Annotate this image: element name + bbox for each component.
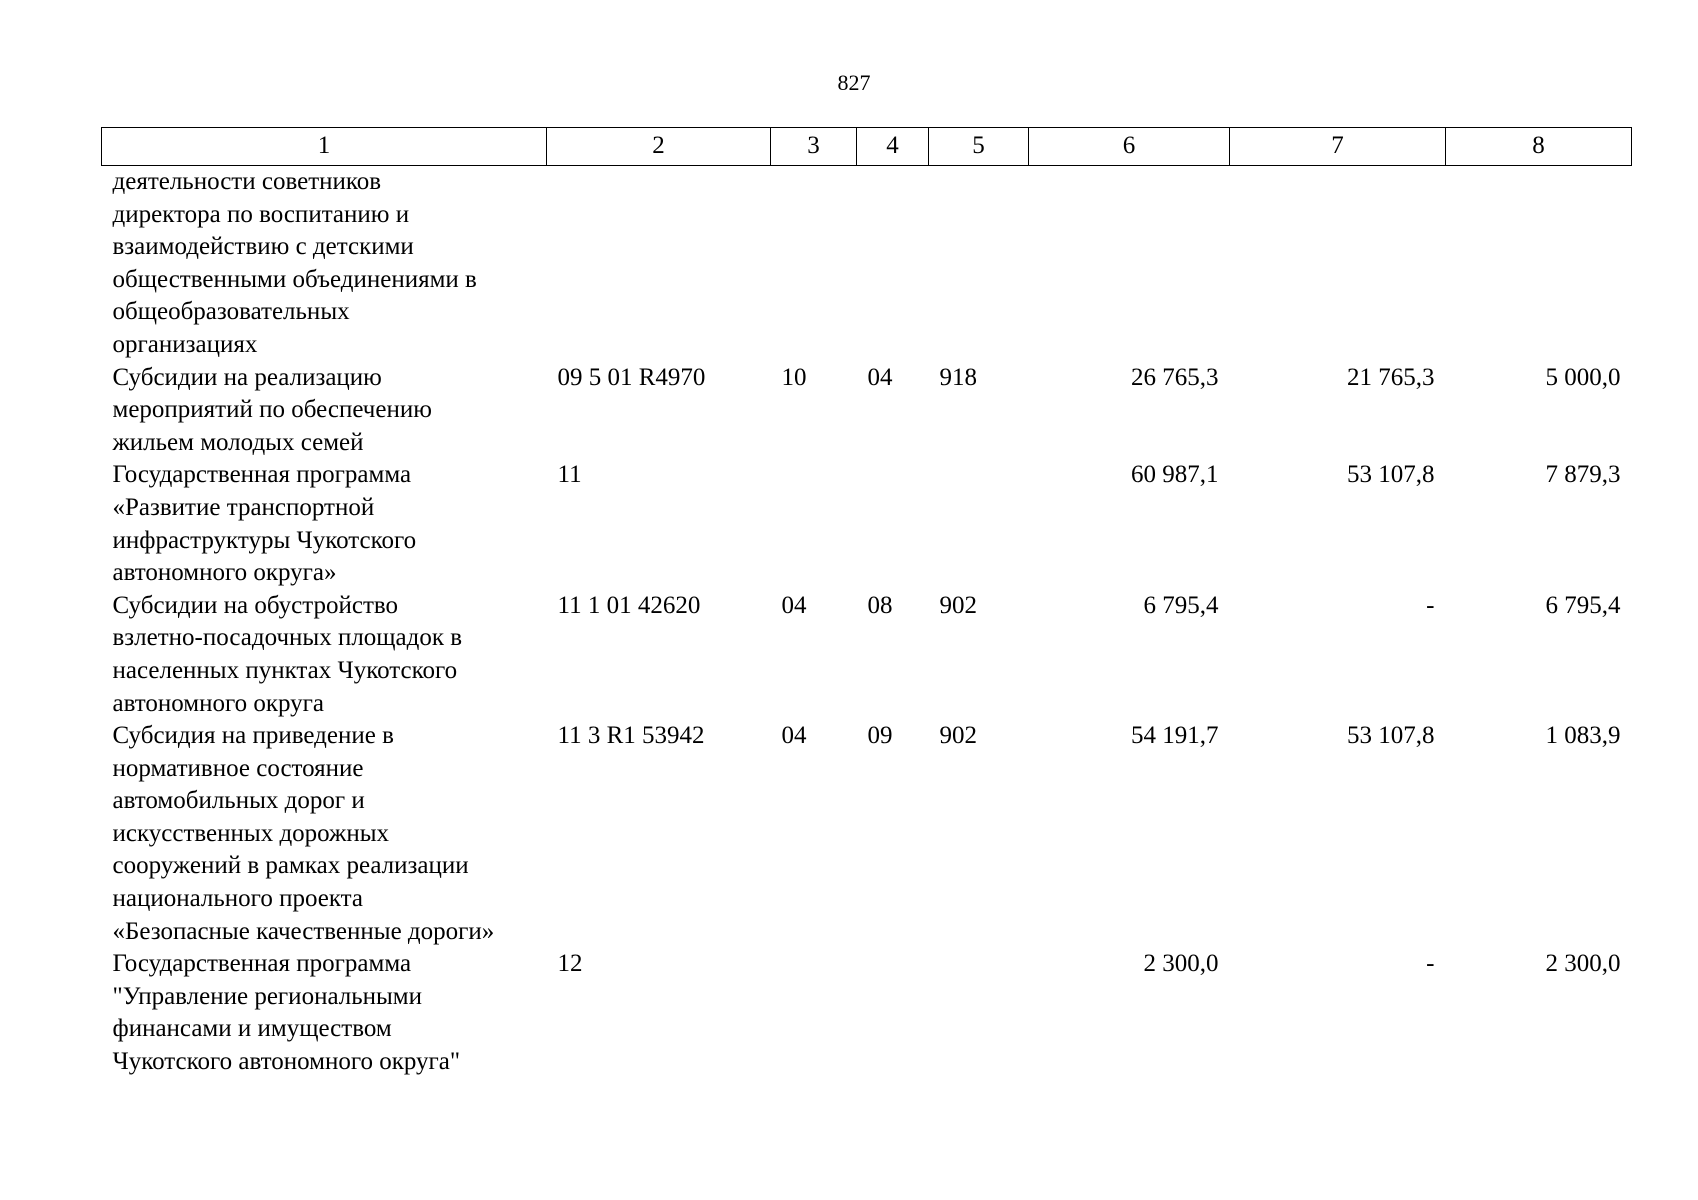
row-department [929,166,1029,362]
row-federal: 53 107,8 [1347,722,1435,750]
row-total: 2 300,0 [1143,950,1219,978]
column-header: 6 [1029,128,1230,166]
row-federal: 53 107,8 [1347,461,1435,489]
row-federal: 21 765,3 [1347,363,1435,391]
column-header: 2 [547,128,771,166]
column-header: 4 [857,128,929,166]
row-department: 902 [939,722,977,750]
table-row [102,720,1632,948]
row-name: Субсидии на обустройство взлетно-посадочных площадок в населенных пунктах Чукотского автономного округа [112,591,463,717]
row-section [771,166,857,362]
row-section [771,948,857,1078]
table-row [102,459,1632,589]
row-regional: 1 083,9 [1545,722,1621,750]
column-header: 1 [102,128,547,166]
row-total: 6 795,4 [1143,591,1219,619]
row-regional: 5 000,0 [1545,363,1621,391]
row-total: 54 191,7 [1131,722,1219,750]
row-total [1029,166,1230,362]
row-code [547,166,771,362]
row-subsection [857,166,929,362]
row-name: Субсидии на реализацию мероприятий по обеспечению жильем молодых семей [112,363,432,456]
row-subsection [857,459,929,589]
row-subsection [857,948,929,1078]
table-row [102,590,1632,720]
row-code: 11 1 01 42620 [557,591,701,619]
table-header-row [102,128,1632,166]
row-code: 11 3 R1 53942 [557,722,705,750]
column-header: 3 [771,128,857,166]
row-federal: - [1426,591,1435,619]
column-header: 5 [929,128,1029,166]
row-code: 09 5 01 R4970 [557,363,706,391]
row-subsection: 04 [867,363,893,391]
row-department [929,459,1029,589]
page-number: 827 [837,70,871,95]
table-row [102,948,1632,1078]
row-name: Государственная программа «Развитие транспортной инфраструктуры Чукотского автономного округа» [112,461,417,587]
row-federal: - [1426,950,1435,978]
row-code: 12 [557,950,583,978]
row-section: 04 [781,591,807,619]
column-header: 8 [1446,128,1632,166]
row-department: 918 [939,363,977,391]
row-total: 60 987,1 [1131,461,1219,489]
row-regional [1446,166,1632,362]
row-name: деятельности советников директора по воспитанию и взаимодействию с детскими общественными объединениями в общеобразовательных организациях [112,168,477,358]
table-row [102,362,1632,460]
row-subsection: 09 [867,722,893,750]
row-section: 10 [781,363,807,391]
row-department: 902 [939,591,977,619]
row-regional: 2 300,0 [1545,950,1621,978]
row-name: Субсидия на приведение в нормативное состояние автомобильных дорог и искусственных дорожных сооружений в рамках реализации национального проекта «Безопасные качественные дороги» [112,722,495,945]
row-section [771,459,857,589]
column-header: 7 [1230,128,1446,166]
row-subsection: 08 [867,591,893,619]
row-department [929,948,1029,1078]
row-section: 04 [781,722,807,750]
budget-table [101,127,1632,1079]
row-name: Государственная программа "Управление региональными финансами и имуществом Чукотского автономного округа" [112,950,461,1076]
row-federal [1230,166,1446,362]
row-regional: 6 795,4 [1545,591,1621,619]
row-regional: 7 879,3 [1545,461,1621,489]
row-code: 11 [557,461,582,489]
row-total: 26 765,3 [1131,363,1219,391]
table-row [102,166,1632,362]
